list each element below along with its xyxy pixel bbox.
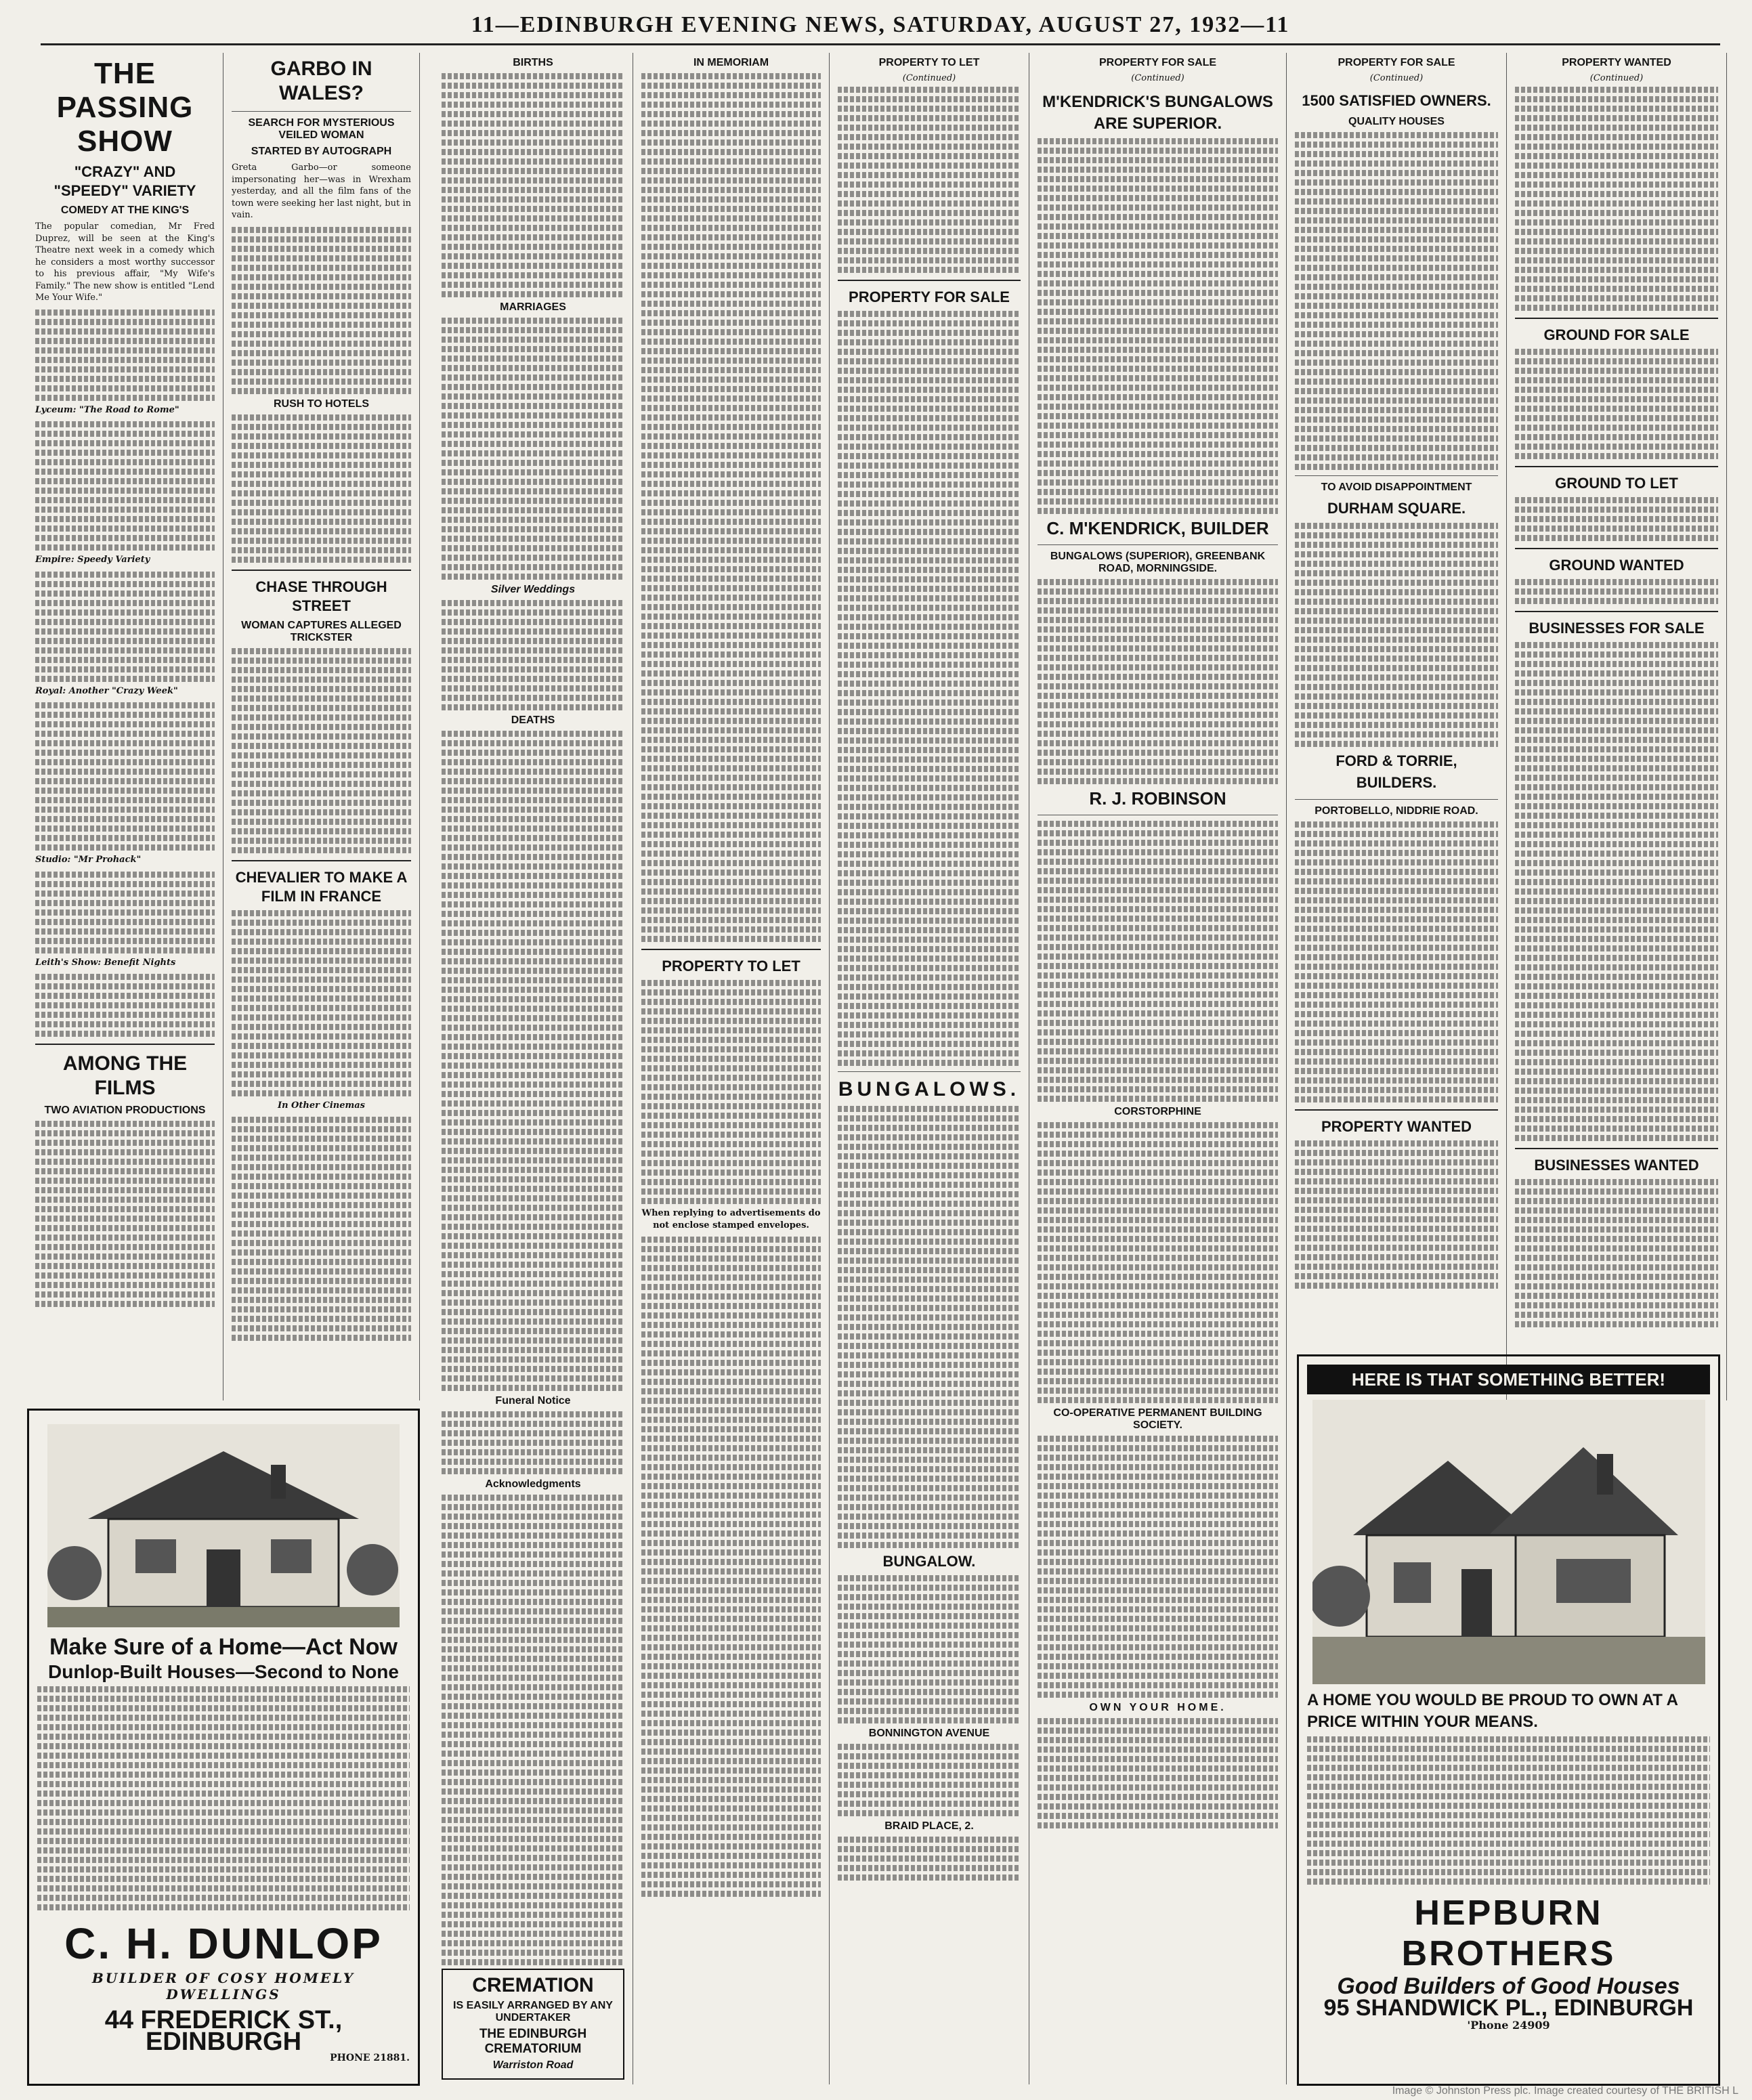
satisfied-owners: 1500 SATISFIED OWNERS. [1302, 92, 1491, 109]
births-heading: BIRTHS [513, 57, 553, 68]
for-sale-cont2-heading: PROPERTY FOR SALE [1338, 57, 1455, 68]
hepburn-phone: 'Phone 24909 [1467, 2019, 1550, 2032]
column-wanted-business [1507, 53, 1727, 1400]
business-sale-heading: BUSINESSES FOR SALE [1529, 620, 1705, 637]
robinson-builder: R. J. ROBINSON [1089, 788, 1226, 809]
column-births-deaths [433, 53, 633, 2084]
disappointment-heading: TO AVOID DISAPPOINTMENT [1321, 481, 1472, 493]
passing-show-section: COMEDY AT THE KING'S [60, 205, 190, 216]
for-sale-heading: PROPERTY FOR SALE [849, 288, 1010, 305]
deaths-heading: DEATHS [511, 714, 555, 726]
ground-sale-heading: GROUND FOR SALE [1543, 326, 1690, 343]
for-sale-cont-label: (Continued) [1131, 73, 1184, 83]
mckendrick-heading: M'KENDRICK'S BUNGALOWS ARE SUPERIOR. [1042, 93, 1273, 133]
hepburn-tagline: Good Builders of Good Houses [1337, 1973, 1680, 1999]
films-subtitle: TWO AVIATION PRODUCTIONS [44, 1105, 206, 1116]
to-let-cont-label: (Continued) [902, 73, 956, 83]
bungalow-heading: BUNGALOW. [882, 1553, 976, 1570]
passing-show-subtitle: "CRAZY" AND "SPEEDY" VARIETY [54, 163, 196, 199]
mckendrick-builder: C. M'KENDRICK, BUILDER [1046, 518, 1269, 538]
own-home-heading: OWN YOUR HOME. [1089, 1702, 1226, 1713]
portobello-heading: PORTOBELLO, NIDDRIE ROAD. [1315, 805, 1478, 817]
garbo-title: GARBO IN WALES? [270, 58, 372, 104]
acknowledgments-heading: Acknowledgments [485, 1478, 581, 1490]
dunlop-phone: PHONE 21881. [330, 2053, 410, 2063]
dunlop-advertisement [27, 1409, 420, 2086]
wanted-cont-heading: PROPERTY WANTED [1562, 57, 1671, 68]
other-cinemas-heading: In Other Cinemas [278, 1100, 365, 1111]
co-op-heading: CO-OPERATIVE PERMANENT BUILDING SOCIETY. [1053, 1407, 1262, 1431]
something-better-banner: HERE IS THAT SOMETHING BETTER! [1307, 1365, 1710, 1394]
leith-heading: Leith's Show: Benefit Nights [35, 957, 176, 968]
films-title: AMONG THE FILMS [62, 1052, 188, 1099]
cremation-notice [442, 1969, 624, 2080]
memoriam-heading: IN MEMORIAM [693, 57, 769, 68]
durham-square: DURHAM SQUARE. [1327, 500, 1466, 517]
marriages-heading: MARRIAGES [500, 301, 566, 313]
royal-heading: Royal: Another "Crazy Week" [35, 685, 178, 696]
for-sale-cont2-label: (Continued) [1369, 73, 1424, 83]
garbo-paragraph: Greta Garbo—or someone impersonating her—was in Wrexham yesterday, and all the film fans of the town were seeking her last night, but in vain. [232, 163, 411, 220]
lyceum-heading: Lyceum: "The Road to Rome" [35, 404, 179, 415]
hepburn-headline: A HOME YOU WOULD BE PROUD TO OWN AT A PRICE WITHIN YOUR MEANS. [1307, 1691, 1678, 1731]
wanted-cont-label: (Continued) [1589, 73, 1644, 83]
column-quality-houses [1287, 53, 1507, 1400]
dunlop-headline: Make Sure of a Home—Act Now [49, 1634, 398, 1660]
studio-heading: Studio: "Mr Prohack" [35, 855, 142, 865]
house-illustration-2 [1312, 1400, 1705, 1684]
column-property-let [830, 53, 1029, 2084]
ford-torrie: FORD & TORRIE, BUILDERS. [1336, 752, 1457, 791]
dunlop-company-name: C. H. DUNLOP [64, 1919, 383, 1968]
corstorphine-heading: CORSTORPHINE [1114, 1106, 1201, 1117]
column-passing-show [27, 53, 223, 1400]
chase-heading: CHASE THROUGH STREET [255, 578, 387, 614]
house-illustration [47, 1424, 400, 1627]
empire-heading: Empire: Speedy Variety [35, 555, 150, 565]
property-wanted-heading: PROPERTY WANTED [1321, 1118, 1472, 1135]
braid-place-heading: BRAID PLACE, 2. [884, 1820, 974, 1832]
garbo-subheading-2: STARTED BY AUTOGRAPH [251, 146, 392, 157]
greenbank-heading: BUNGALOWS (SUPERIOR), GREENBANK ROAD, MORNINGSIDE. [1050, 551, 1266, 574]
bonnington-heading: BONNINGTON AVENUE [868, 1728, 990, 1739]
masthead: 11—EDINBURGH EVENING NEWS, SATURDAY, AUGUST 27, 1932—11 [41, 7, 1720, 45]
column-garbo [223, 53, 420, 1400]
chevalier-heading: CHEVALIER TO MAKE A FILM IN FRANCE [235, 868, 408, 905]
to-let-cont-heading: PROPERTY TO LET [878, 57, 980, 68]
dunlop-tagline: BUILDER OF COSY HOMELY DWELLINGS [91, 1970, 356, 2002]
dunlop-subheadline: Dunlop-Built Houses—Second to None [48, 1661, 399, 1682]
column-property-sale [1029, 53, 1287, 2084]
funeral-heading: Funeral Notice [495, 1395, 571, 1407]
cremation-title: CREMATION [472, 1974, 594, 1996]
hepburn-address: 95 SHANDWICK PL., EDINBURGH [1323, 1995, 1694, 2021]
rush-heading: RUSH TO HOTELS [273, 398, 370, 410]
silver-weddings-heading: Silver Weddings [490, 584, 576, 595]
garbo-subheading: SEARCH FOR MYSTERIOUS VEILED WOMAN [248, 117, 395, 141]
business-wanted-heading: BUSINESSES WANTED [1534, 1157, 1699, 1174]
to-let-heading: PROPERTY TO LET [662, 958, 800, 974]
hepburn-advertisement [1297, 1354, 1720, 2086]
quality-houses: QUALITY HOUSES [1348, 116, 1445, 127]
dunlop-address: 44 FREDERICK ST., EDINBURGH [104, 2006, 343, 2056]
passing-show-paragraph: The popular comedian, Mr Fred Duprez, will be seen at the King's Theatre next week in a comedy which he considers a most worthy successor to his previous affair, "My Wife's Family." The new show is entitled "Lend Me Your Wife." [35, 221, 215, 303]
cremation-line-3: Warriston Road [492, 2059, 574, 2071]
for-sale-cont-heading: PROPERTY FOR SALE [1098, 57, 1217, 68]
passing-show-title: THE PASSING SHOW [56, 57, 194, 158]
ground-let-heading: GROUND TO LET [1555, 475, 1678, 492]
ground-wanted-heading: GROUND WANTED [1549, 557, 1684, 574]
hepburn-name: HEPBURN BROTHERS [1401, 1893, 1616, 1973]
bungalows-heading: BUNGALOWS. [838, 1078, 1021, 1100]
image-credit: Image © Johnston Press plc. Image created courtesy of THE BRITISH L [1392, 2085, 1738, 2097]
cremation-line-2: THE EDINBURGH CREMATORIUM [479, 2027, 587, 2056]
chase-subheading: WOMAN CAPTURES ALLEGED TRICKSTER [241, 619, 402, 643]
cremation-line-1: IS EASILY ARRANGED BY ANY UNDERTAKER [453, 2000, 613, 2023]
reply-notice: When replying to advertisements do not enclose stamped envelopes. [641, 1208, 821, 1230]
column-memoriam [633, 53, 830, 2084]
